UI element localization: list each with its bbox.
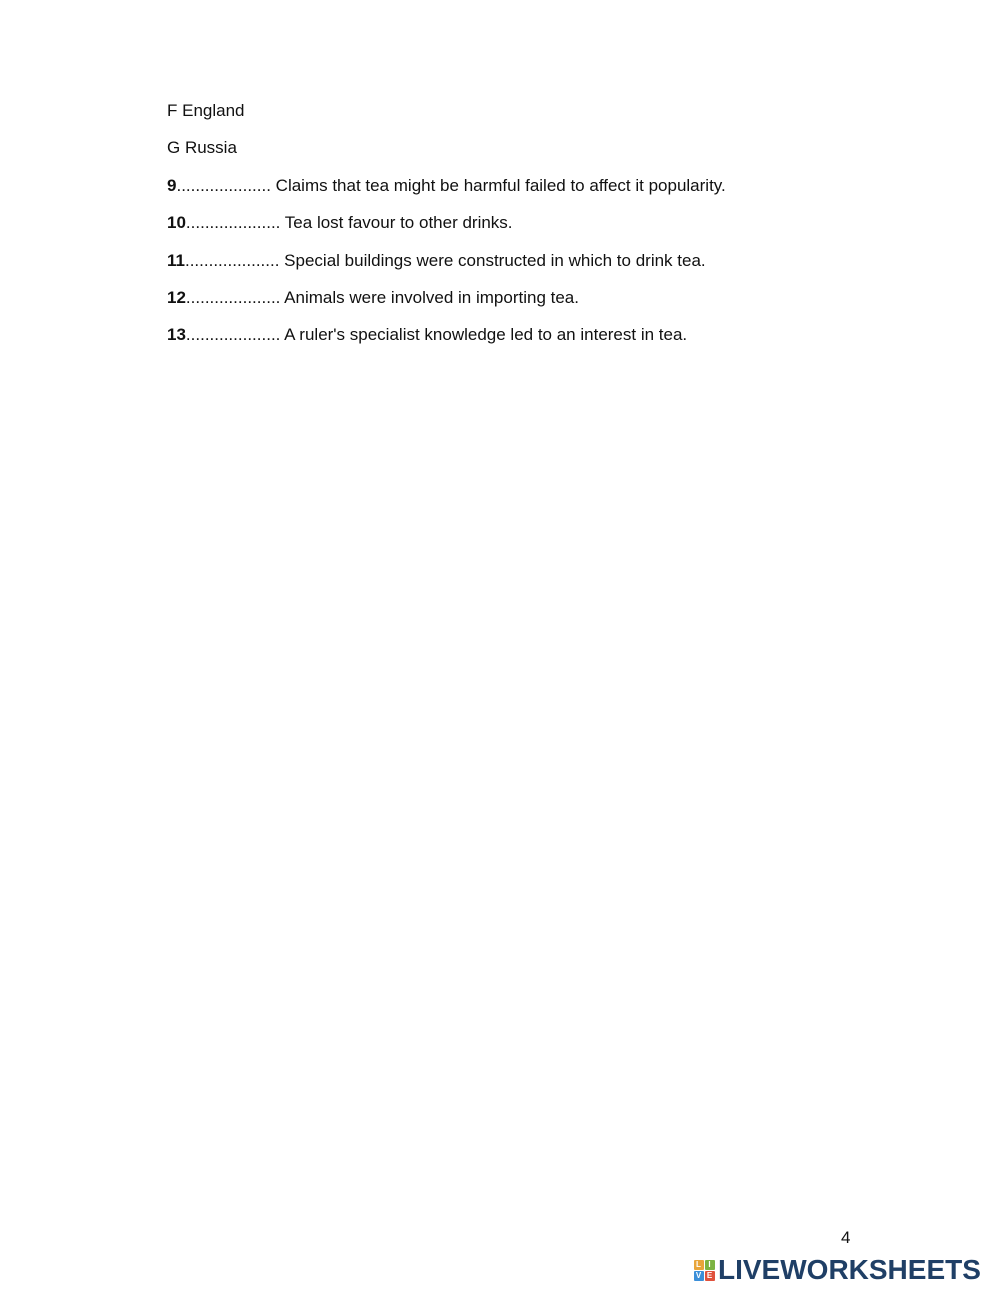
question-9	[167, 176, 726, 196]
live-icon	[693, 1259, 715, 1281]
option-g	[167, 138, 237, 158]
answer-blank[interactable]: ....................	[185, 325, 281, 344]
answer-blank[interactable]: ....................	[176, 176, 271, 195]
liveworksheets-logo	[693, 1254, 981, 1286]
answer-blank[interactable]: ....................	[184, 251, 280, 270]
icon-letter-i: I	[705, 1260, 715, 1270]
icon-letter-v: V	[694, 1271, 704, 1281]
question-text: Claims that tea might be harmful failed to affect it popularity.	[270, 176, 726, 195]
question-text: A ruler's specialist knowledge led to an interest in tea.	[280, 325, 688, 344]
option-text: G Russia	[167, 138, 237, 157]
question-text: Tea lost favour to other drinks.	[280, 213, 513, 232]
question-number: 11	[167, 251, 185, 270]
question-number: 12	[167, 288, 186, 307]
brand-name: LIVEWORKSHEETS	[718, 1254, 981, 1285]
answer-blank[interactable]: ....................	[185, 288, 281, 307]
question-10	[167, 213, 513, 233]
question-number: 10	[167, 213, 186, 232]
question-13	[167, 325, 687, 345]
question-text: Animals were involved in importing tea.	[280, 288, 579, 307]
option-text: F England	[167, 101, 245, 120]
question-12	[167, 288, 579, 308]
option-f	[167, 101, 245, 121]
icon-letter-l: L	[694, 1260, 704, 1270]
icon-letter-e: E	[705, 1271, 715, 1281]
question-number: 13	[167, 325, 186, 344]
answer-blank[interactable]: ....................	[185, 213, 281, 232]
page-number: 4	[841, 1228, 851, 1247]
question-11	[167, 251, 706, 271]
question-text: Special buildings were constructed in which to drink tea.	[279, 251, 706, 270]
question-number: 9	[167, 176, 177, 195]
